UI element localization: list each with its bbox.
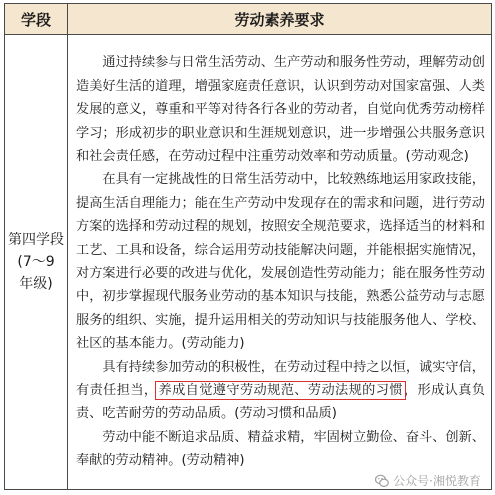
header-stage: 学段 [5, 4, 68, 35]
paragraph-labor-spirit: 劳动中能不断追求品质、精益求精，牢固树立勤俭、奋斗、创新、奉献的劳动精神。(劳动精神) [76, 429, 485, 469]
highlighted-phrase: 养成自觉遵守劳动规范、劳动法规的习惯 [158, 383, 403, 399]
paragraph-labor-concept: 通过持续参与日常生活劳动、生产劳动和服务性劳动，理解劳动创造美好生活的道理，增强家庭责任意识，认识到劳动对国家富强、人类发展的意义，尊重和平等对待各行各业的劳动者，自觉向优秀劳动榜样学习；形成初步的职业意识和生涯规划意识，进一步增强公共服务意识和社会责任感，在劳动过程中注重劳动效率和劳动质量。(劳动观念) [76, 55, 485, 164]
header-requirements: 劳动素养要求 [68, 4, 492, 35]
paragraph-labor-habits [76, 356, 485, 426]
requirements-cell [68, 35, 492, 490]
stage-grades-end: 年级) [19, 276, 53, 292]
table-row [5, 35, 492, 490]
watermark [375, 472, 481, 489]
requirements-table [4, 3, 492, 490]
paragraph-labor-ability: 在具有一定挑战性的日常生活劳动中，比较熟练地运用家政技能，提高生活自理能力；能在生产劳动中发现存在的需求和问题，进行劳动方案的选择和劳动过程的规划，按照安全规范要求，选择适当的材料和工艺、工具和设备，综合运用劳动技能解决问题，并能根据实施情况，对方案进行必要的改进与优化，发展创造性劳动能力；能在服务性劳动中，初步掌握现代服务业劳动的基本知识与技能，熟悉公益劳动与志愿服务的组织、实施，提升运用相关的劳动知识与技能服务他人、学校、社区的基本能力。(劳动能力) [76, 172, 485, 352]
paragraph-habits-after: ，形成认真负责、吃苦耐劳的劳动品质。(劳动习惯和品质) [76, 383, 486, 422]
paragraph-habits-before: 具有持续参加劳动的积极性，在劳动过程中持之以恒，诚实守信，有责任担当， [76, 359, 485, 399]
stage-cell [5, 35, 68, 490]
table-header-row [5, 4, 492, 35]
stage-grades: (7～9 [17, 254, 55, 270]
stage-name: 第四学段 [8, 232, 64, 248]
wechat-icon [375, 474, 389, 488]
watermark-text: 公众号·湘悦教育 [393, 474, 481, 488]
